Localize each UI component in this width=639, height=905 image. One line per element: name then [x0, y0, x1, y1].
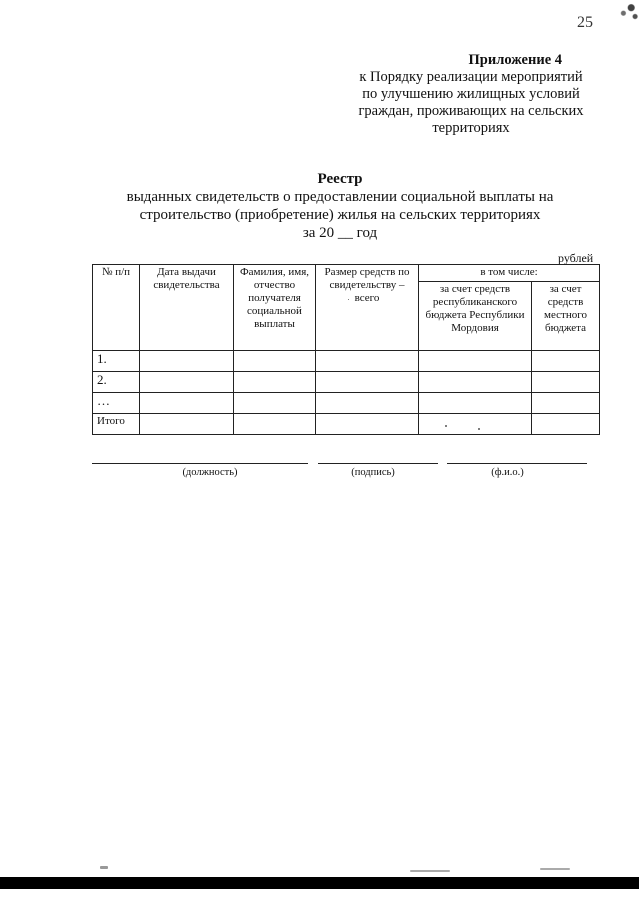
table-cell — [140, 393, 234, 414]
scan-speck — [348, 299, 349, 300]
table-row — [93, 393, 600, 414]
total-label: Итого — [93, 414, 140, 435]
table-row — [93, 372, 600, 393]
header-recipient-name: Фамилия, имя, отчество получателя социальной выплаты — [234, 265, 316, 351]
document-title-block — [60, 170, 620, 242]
table-cell — [140, 351, 234, 372]
scan-speck — [540, 868, 570, 870]
table-cell — [140, 414, 234, 435]
table-cell — [234, 414, 316, 435]
table-cell — [419, 393, 532, 414]
name-signature-line — [447, 463, 587, 464]
row-number: 1. — [93, 351, 140, 372]
header-local-budget: за счет средств местного бюджета — [532, 282, 600, 351]
document-subtitle-line: строительство (приобретение) жилья на сельских территориях — [139, 207, 541, 223]
table-cell — [234, 351, 316, 372]
table-cell — [234, 393, 316, 414]
table-cell — [532, 351, 600, 372]
appendix-title: Приложение 4 — [468, 52, 562, 68]
table-cell — [419, 372, 532, 393]
row-number: 2. — [93, 372, 140, 393]
document-title: Реестр — [317, 171, 363, 187]
header-date: Дата выдачи свидетельства — [140, 265, 234, 351]
signature-label: (подпись) — [351, 467, 395, 478]
header-republic-budget: за счет средств республиканского бюджета Республики Мордовия — [419, 282, 532, 351]
scan-speck — [478, 428, 480, 430]
appendix-line: территориях — [432, 120, 510, 136]
appendix-block — [330, 52, 612, 137]
header-num: № п/п — [93, 265, 140, 351]
document-subtitle-line: выданных свидетельств о предоставлении социальной выплаты на — [126, 189, 554, 205]
header-including: в том числе: — [419, 265, 600, 282]
appendix-line: к Порядку реализации мероприятий — [359, 69, 583, 85]
header-amount-total: Размер средств по свидетельству – всего — [316, 265, 419, 351]
table-cell — [532, 414, 600, 435]
signature-line — [318, 463, 438, 464]
table-cell — [419, 351, 532, 372]
table-cell — [316, 414, 419, 435]
table-row — [93, 351, 600, 372]
table-header-row — [93, 265, 600, 282]
document-subtitle-line: за 20 __ год — [302, 225, 378, 241]
table-cell — [140, 372, 234, 393]
table-cell — [316, 372, 419, 393]
scan-artifact — [613, 0, 639, 22]
table-cell — [234, 372, 316, 393]
table-total-row — [93, 414, 600, 435]
table-cell — [532, 372, 600, 393]
currency-unit: рублей — [558, 251, 594, 265]
scan-speck — [100, 866, 108, 869]
page-number: 25 — [577, 14, 593, 31]
scan-speck — [445, 425, 447, 427]
registry-table — [92, 264, 600, 435]
position-signature-line — [92, 463, 308, 464]
appendix-line: граждан, проживающих на сельских — [358, 103, 584, 119]
table-cell — [316, 393, 419, 414]
table-cell — [419, 414, 532, 435]
position-label: (должность) — [182, 467, 238, 478]
table-cell — [316, 351, 419, 372]
row-number: … — [93, 393, 140, 414]
scan-speck — [410, 870, 450, 872]
table-cell — [532, 393, 600, 414]
appendix-line: по улучшению жилищных условий — [362, 86, 580, 102]
name-label: (ф.и.о.) — [491, 467, 524, 478]
scan-bottom-edge — [0, 877, 639, 889]
